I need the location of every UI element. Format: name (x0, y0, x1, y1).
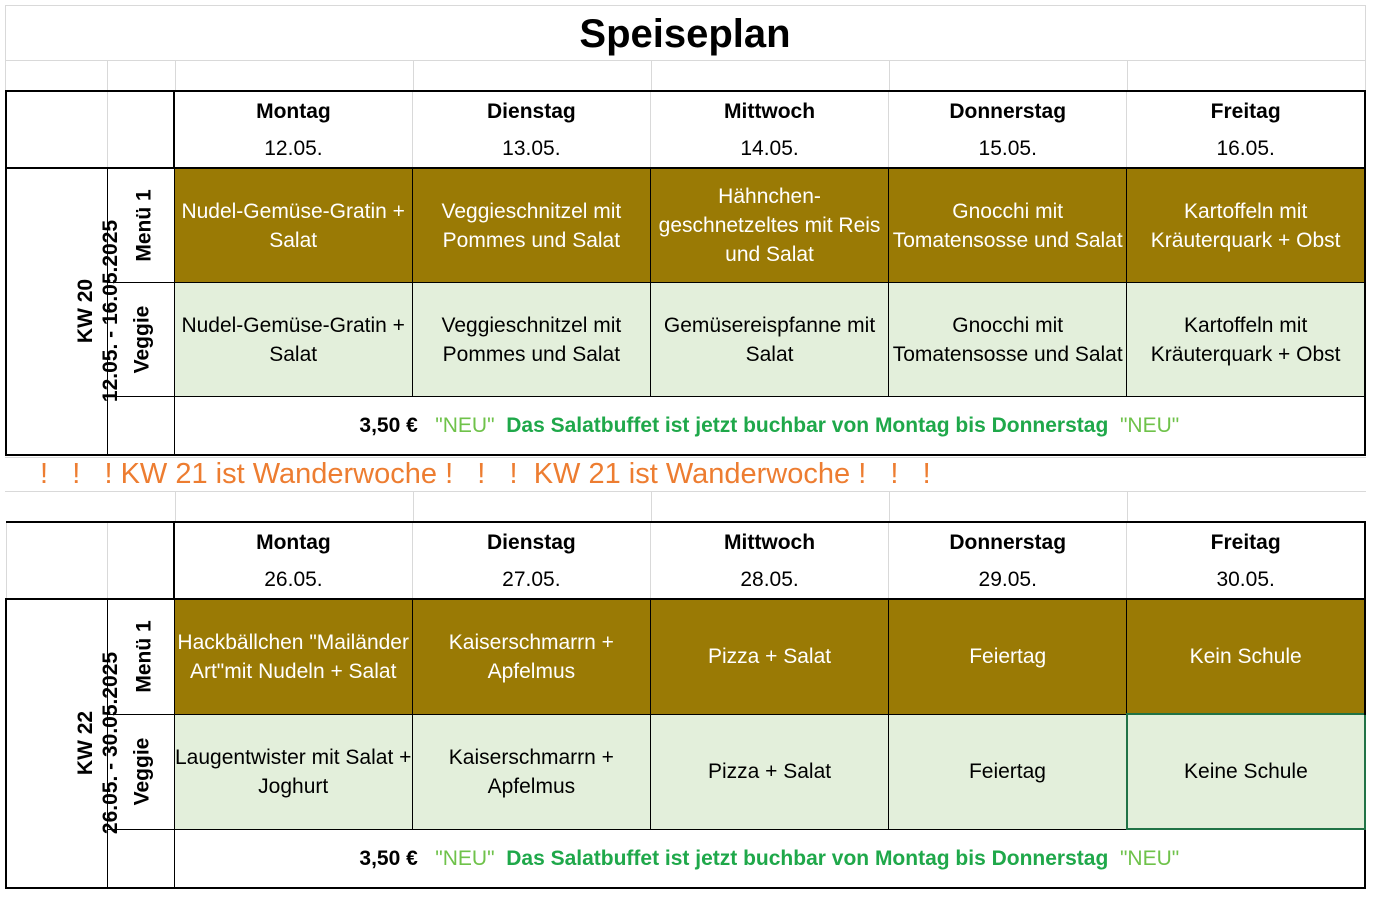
menu-cell: Kein Schule (1127, 599, 1365, 714)
veggie-cell: Laugentwister mit Salat + Joghurt (174, 714, 412, 829)
menu-cell: Hähnchen-geschnetzeltes mit Reis und Salat (650, 168, 888, 283)
day-header-friday: Freitag (1127, 91, 1365, 130)
veggie-cell: Nudel-Gemüse-Gratin + Salat (174, 283, 412, 397)
menu-cell: Hackbällchen "Mailänder Art"mit Nudeln + Salat (174, 599, 412, 714)
salad-message: Das Salatbuffet ist jetzt buchbar von Montag bis Donnerstag (506, 414, 1109, 437)
day-header-thursday: Donnerstag (889, 522, 1127, 561)
day-header-monday: Montag (174, 91, 412, 130)
gridline (651, 491, 652, 521)
week-table (5, 521, 1366, 889)
corner-cell (107, 130, 174, 168)
week-range: 26.05. - 30.05.2025 (99, 651, 123, 834)
corner-cell (6, 522, 107, 561)
corner-cell (6, 91, 107, 130)
week-label (73, 651, 123, 833)
date-wednesday: 28.05. (650, 561, 888, 599)
date-friday: 30.05. (1127, 561, 1365, 599)
page-title: Speiseplan (579, 12, 791, 56)
date-friday: 16.05. (1127, 130, 1365, 168)
gridline (175, 60, 176, 91)
menu-cell: Feiertag (889, 599, 1127, 714)
date-wednesday: 14.05. (650, 130, 888, 168)
date-monday: 26.05. (174, 561, 412, 599)
corner-cell (6, 561, 107, 599)
corner-cell (107, 561, 174, 599)
salad-price: 3,50 € (359, 847, 418, 870)
week-plan-kw20 (5, 90, 1365, 456)
corner-cell (6, 130, 107, 168)
gridline (107, 60, 108, 91)
date-tuesday: 27.05. (412, 561, 650, 599)
day-header-tuesday: Dienstag (412, 91, 650, 130)
salad-note (174, 397, 1365, 456)
neu-tag: "NEU" (1119, 847, 1180, 870)
day-header-wednesday: Mittwoch (650, 522, 888, 561)
date-monday: 12.05. (174, 130, 412, 168)
corner-cell (107, 522, 174, 561)
gridline (413, 60, 414, 91)
date-thursday: 15.05. (889, 130, 1127, 168)
week-number: KW 20 (74, 278, 98, 343)
neu-tag: "NEU" (1119, 414, 1180, 437)
salad-message: Das Salatbuffet ist jetzt buchbar von Montag bis Donnerstag (506, 847, 1109, 870)
empty-label-cell (107, 829, 174, 888)
menu-cell: Nudel-Gemüse-Gratin + Salat (174, 168, 412, 283)
day-header-friday: Freitag (1127, 522, 1365, 561)
corner-cell (107, 91, 174, 130)
row-label-text: Veggie (129, 737, 153, 806)
veggie-cell: Gemüsereispfanne mit Salat (650, 283, 888, 397)
row-label-text: Menü 1 (132, 189, 156, 262)
wanderwoche-banner: ! ! ! KW 21 ist Wanderwoche ! ! ! KW 21 ist Wanderwoche ! ! ! (40, 458, 931, 490)
day-header-monday: Montag (174, 522, 412, 561)
date-tuesday: 13.05. (412, 130, 650, 168)
menu-cell: Kartoffeln mit Kräuterquark + Obst (1127, 168, 1365, 283)
veggie-cell: Gnocchi mit Tomatensosse und Salat (889, 283, 1127, 397)
week-range: 12.05. - 16.05.2025 (99, 219, 123, 402)
selected-cell[interactable]: Keine Schule (1127, 714, 1365, 829)
veggie-cell: Pizza + Salat (650, 714, 888, 829)
gridline (889, 60, 890, 91)
salad-price: 3,50 € (359, 414, 418, 437)
gridline (1127, 60, 1128, 91)
empty-label-cell (107, 397, 174, 456)
neu-tag: "NEU" (435, 414, 495, 437)
day-header-wednesday: Mittwoch (650, 91, 888, 130)
week-label-cell (6, 168, 123, 455)
day-header-tuesday: Dienstag (412, 522, 650, 561)
veggie-cell: Veggieschnitzel mit Pommes und Salat (412, 283, 650, 397)
veggie-cell: Feiertag (889, 714, 1127, 829)
date-thursday: 29.05. (889, 561, 1127, 599)
week-label-cell (6, 599, 123, 888)
gridline (5, 60, 1366, 61)
menu-cell: Kaiserschmarrn + Apfelmus (412, 599, 650, 714)
salad-note (174, 829, 1365, 888)
row-label-text: Veggie (129, 305, 153, 374)
row-label-text: Menü 1 (132, 620, 156, 693)
neu-tag: "NEU" (435, 847, 495, 870)
gridline (175, 491, 176, 521)
menu-cell: Gnocchi mit Tomatensosse und Salat (889, 168, 1127, 283)
veggie-cell: Kaiserschmarrn + Apfelmus (412, 714, 650, 829)
gridline (651, 60, 652, 91)
week-number: KW 22 (74, 710, 98, 775)
gridline (413, 491, 414, 521)
week-label (73, 219, 123, 401)
gridline (889, 491, 890, 521)
week-table (5, 90, 1366, 456)
week-plan-kw22 (5, 521, 1365, 889)
veggie-cell: Kartoffeln mit Kräuterquark + Obst (1127, 283, 1365, 397)
gridline (5, 5, 1366, 6)
menu-cell: Veggieschnitzel mit Pommes und Salat (412, 168, 650, 283)
menu-cell: Pizza + Salat (650, 599, 888, 714)
gridline (1127, 491, 1128, 521)
day-header-thursday: Donnerstag (889, 91, 1127, 130)
